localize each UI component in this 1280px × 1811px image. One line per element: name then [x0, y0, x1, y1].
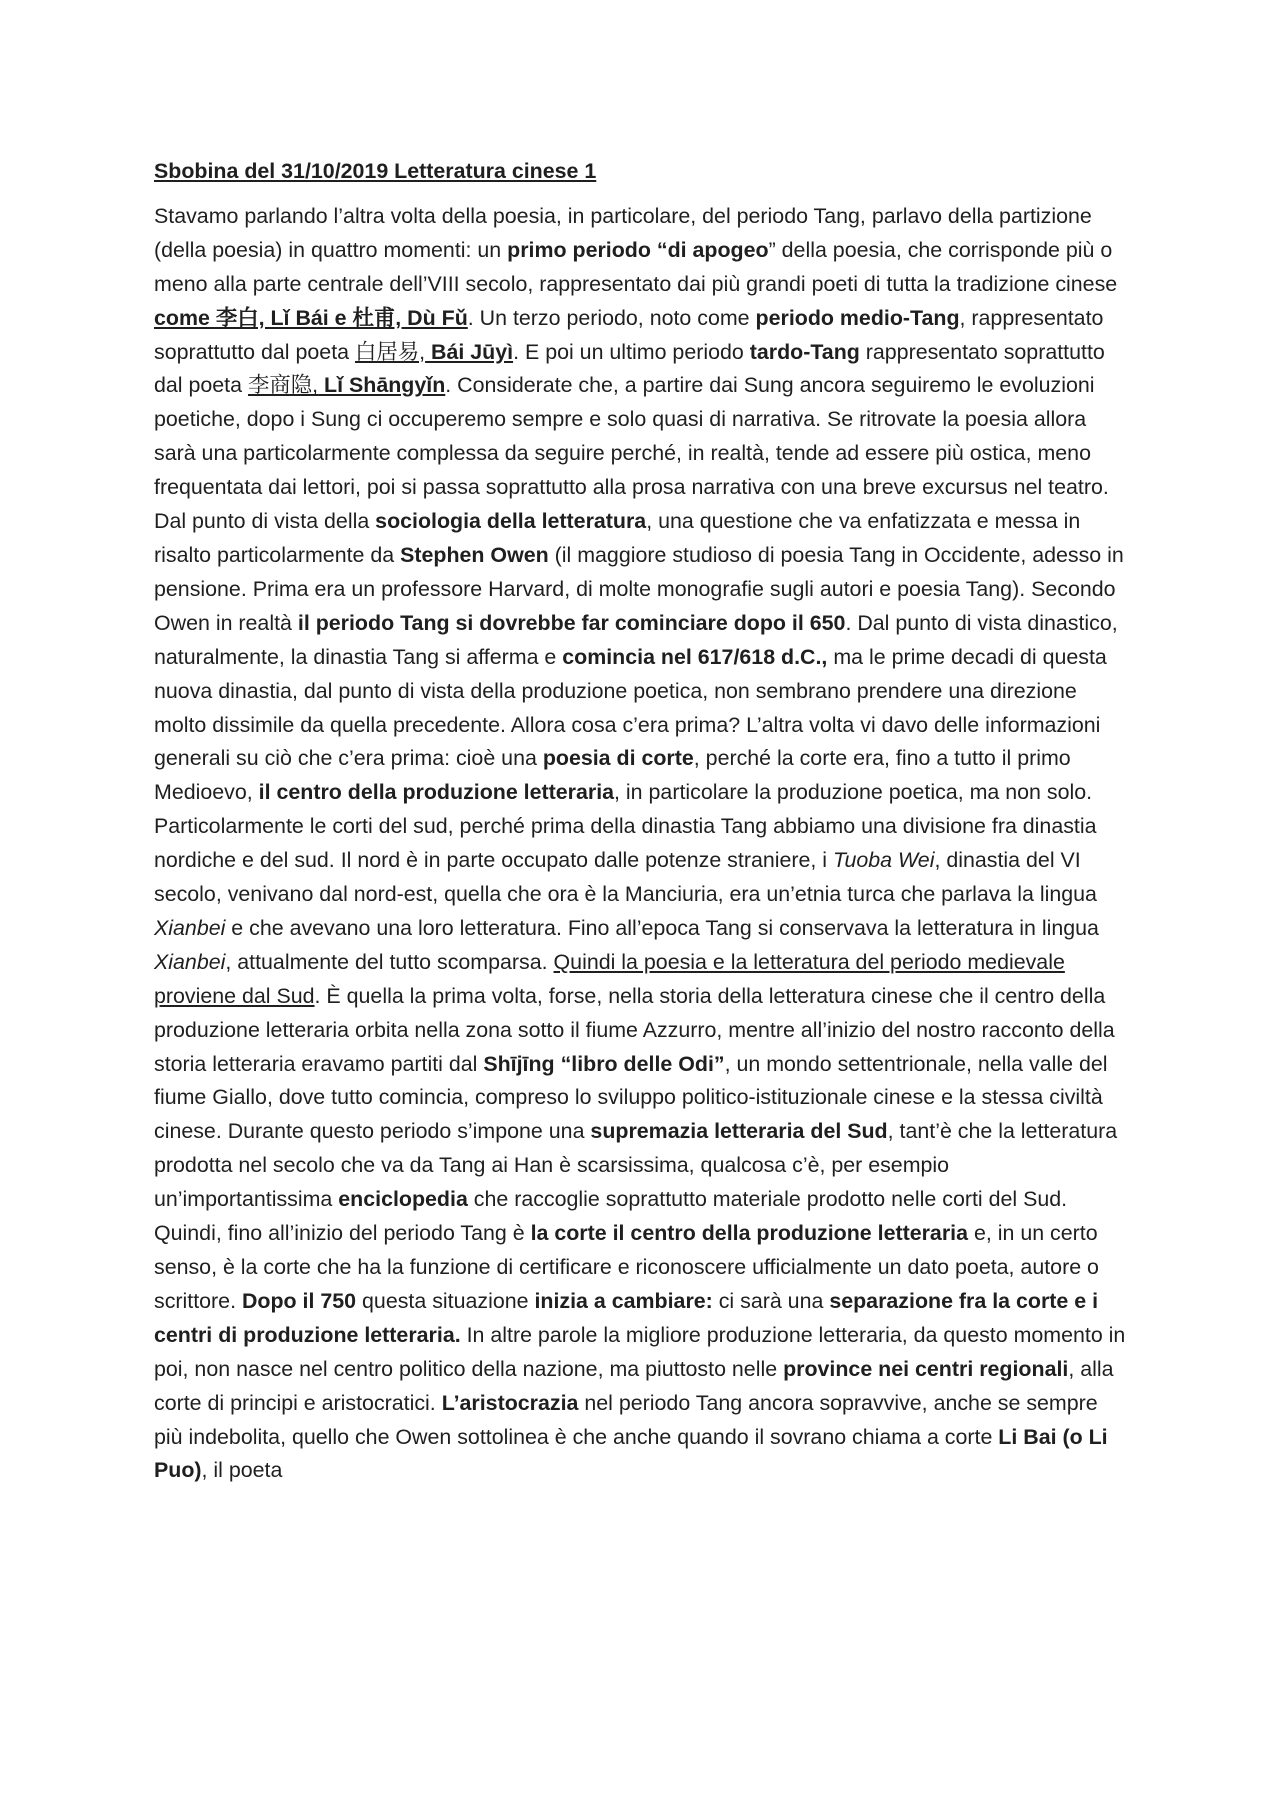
text-run: . E poi un ultimo periodo: [513, 339, 750, 364]
poet-bai-juyi-han: 白居易,: [354, 339, 426, 364]
text-run: , un mondo settentrionale, nella valle del fiume Giallo, dove tutto comincia, compreso lo sviluppo politico-istituzionale cinese e la stessa civiltà cinese. Durante questo periodo s’impone una: [154, 1051, 1108, 1144]
text-run: , una questione che va enfatizzata e messa in risalto particolarmente da: [154, 509, 1081, 567]
bold-run: supremazia letteraria del Sud: [590, 1119, 888, 1144]
bold-run: enciclopedia: [338, 1187, 468, 1212]
text-run: ci sarà una: [712, 1288, 830, 1313]
bold-run: Stephen Owen: [400, 542, 549, 567]
text-run: . Considerate che, a partire dai Sung ancora seguiremo le evoluzioni poetiche, dopo i Sung ci occuperemo sempre e solo quasi di narrativa. Se ritrovate la poesia allora sarà una particolarmente complessa da seguire perché, in realtà, tende ad essere più ostica, meno frequentata dai lettori, poi si passa soprattutto alla prosa narrativa con una breve excursus nel teatro. Dal punto di vista della: [154, 373, 1109, 534]
text-run: ” della poesia, che corrisponde più o meno alla parte centrale dell’VIII secolo, rappresentato dai più grandi poeti di tutta la tradizione cinese: [154, 237, 1118, 296]
bold-run: L’aristocrazia: [441, 1390, 579, 1415]
text-run: , il poeta: [201, 1458, 283, 1483]
text-run: (il maggiore studioso di poesia Tang in Occidente, adesso in pensione. Prima era un professore Harvard, di molte monografie sugli autori e poesia Tang). Secondo Owen in realtà: [154, 542, 1124, 635]
document-title: Sbobina del 31/10/2019 Letteratura cinese 1: [154, 159, 597, 183]
bold-run: Li Bai (o Li Puo): [154, 1424, 1108, 1483]
bold-run: Shījīng “libro delle Odi”: [483, 1051, 725, 1076]
italic-run: Xianbei: [154, 915, 226, 940]
bold-run: primo periodo “di apogeo: [507, 237, 769, 262]
bold-run: Dopo il 750: [241, 1288, 357, 1313]
poet-li-shangyin-han: 李商隐,: [247, 373, 319, 398]
bold-run: sociologia della letteratura: [375, 509, 647, 534]
text-run: , attualmente del tutto scomparsa.: [225, 949, 554, 974]
bold-run: il centro della produzione letteraria: [258, 780, 615, 805]
text-run: Stavamo parlando l’altra volta della poesia, in particolare, del periodo Tang, parlavo della partizione (della poesia) in quattro momenti: un: [154, 203, 1092, 262]
text-run: , rappresentato soprattutto dal poeta: [154, 305, 1104, 364]
text-run: Quindi, fino all’inizio del periodo Tang è: [154, 1221, 531, 1246]
text-run: , in particolare la produzione poetica, ma non solo. Particolarmente le corti del sud, perché prima della dinastia Tang abbiamo una divisione fra dinastia nordiche e del sud. Il nord è in parte occupato dalle potenze straniere, i: [154, 780, 1097, 873]
bold-run: province nei centri regionali: [783, 1356, 1069, 1381]
bold-run: poesia di corte: [542, 746, 694, 771]
bold-run: periodo medio-Tang: [755, 305, 960, 330]
text-run: e, in un certo senso, è la corte che ha la funzione di certificare e riconoscere ufficialmente un dato poeta, autore o scrittore.: [154, 1221, 1099, 1313]
bold-run: separazione fra la corte e i centri di produzione letteraria.: [154, 1288, 1099, 1347]
text-run: . Un terzo periodo, noto come: [467, 305, 756, 330]
text-run: . Dal punto di vista dinastico, naturalmente, la dinastia Tang si afferma e: [154, 610, 1118, 669]
poets-apogee-link: come 李白, Lǐ Bái e 杜甫, Dù Fǔ: [154, 305, 468, 330]
text-run: che raccoglie soprattutto materiale prodotto nelle corti del Sud.: [467, 1187, 1068, 1212]
poet-bai-juyi-pinyin: Bái Jūyì: [425, 339, 514, 364]
bold-run: comincia nel 617/618 d.C.,: [562, 644, 828, 669]
bold-run: tardo-Tang: [749, 339, 860, 364]
text-run: e che avevano una loro letteratura. Fino all’epoca Tang si conservava la letteratura in lingua: [225, 915, 1099, 940]
underlined-run: Quindi la poesia e la letteratura del periodo medievale proviene dal Sud: [154, 949, 1065, 1008]
text-run: ma le prime decadi di questa nuova dinastia, dal punto di vista della produzione poetica, non sembrano prendere una direzione molto dissimile da quella precedente. Allora cosa c’era prima? L’altra volta vi davo delle informazioni generali su ciò che c’era prima: cioè una: [154, 644, 1107, 771]
paragraph-2: [154, 1217, 1132, 1488]
text-run: . È quella la prima volta, forse, nella storia della letteratura cinese che il centro della produzione letteraria orbita nella zona sotto il fiume Azzurro, mentre all’inizio del nostro racconto della storia letteraria eravamo partiti dal: [154, 983, 1115, 1076]
text-run: In altre parole la migliore produzione letteraria, da questo momento in poi, non nasce nel centro politico della nazione, ma piuttosto nelle: [154, 1322, 1126, 1381]
text-run: questa situazione: [356, 1288, 535, 1313]
document-page: [154, 155, 1132, 1488]
text-run: , alla corte di principi e aristocratici.: [154, 1356, 1114, 1415]
text-run: , dinastia del VI secolo, venivano dal nord-est, quella che ora è la Manciuria, era un’etnia turca che parlava la lingua: [154, 848, 1097, 907]
bold-run: la corte il centro della produzione letteraria: [530, 1221, 968, 1246]
bold-run: inizia a cambiare:: [534, 1288, 713, 1313]
text-run: , tant’è che la letteratura prodotta nel secolo che va da Tang ai Han è scarsissima, qualcosa c’è, per esempio un’importantissima: [154, 1119, 1118, 1212]
text-run: , perché la corte era, fino a tutto il primo Medioevo,: [154, 746, 1071, 805]
text-run: rappresentato soprattutto dal poeta: [154, 339, 1105, 398]
italic-run: Tuoba Wei: [833, 848, 935, 873]
bold-run: il periodo Tang si dovrebbe far cominciare dopo il 650: [297, 610, 846, 635]
paragraph-1: [154, 200, 1132, 1217]
poet-li-shangyin-pinyin: Lǐ Shāngyǐn: [318, 373, 446, 398]
italic-run: Xianbei: [154, 949, 226, 974]
text-run: nel periodo Tang ancora sopravvive, anche se sempre più indebolita, quello che Owen sottolinea è che anche quando il sovrano chiama a corte: [154, 1390, 1098, 1449]
